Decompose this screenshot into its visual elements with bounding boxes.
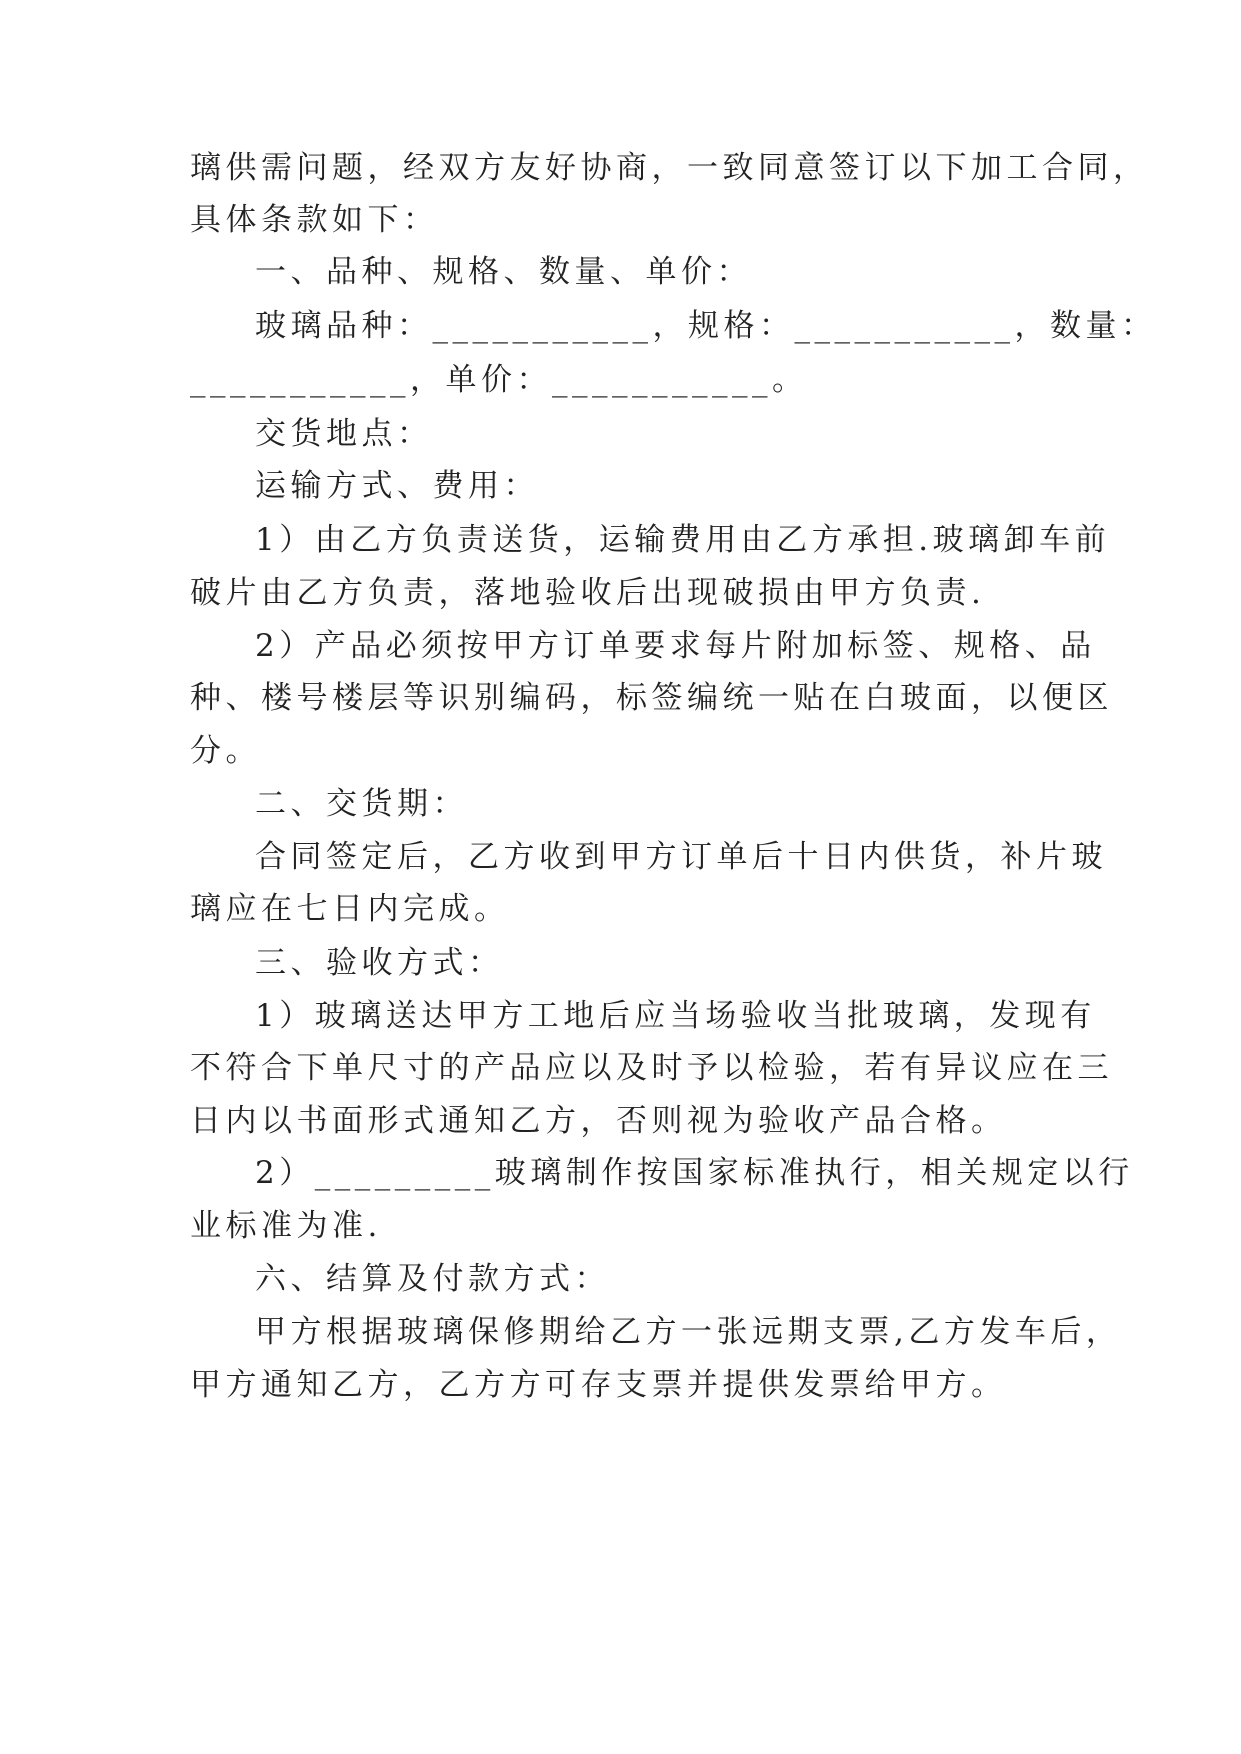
text-line: 不符合下单尺寸的产品应以及时予以检验，若有异议应在三 (190, 1050, 1113, 1086)
text-line: 玻璃品种：___________，规格：___________，数量： (255, 308, 1157, 344)
text-line: 业标准为准. (190, 1208, 382, 1244)
text-line: ___________，单价：___________。 (190, 362, 808, 398)
text-line: 璃供需问题，经双方友好协商，一致同意签订以下加工合同， (190, 150, 1149, 186)
text-line: 甲方通知乙方，乙方方可存支票并提供发票给甲方。 (190, 1367, 1007, 1403)
text-line: 合同签定后，乙方收到甲方订单后十日内供货，补片玻 (255, 839, 1107, 875)
text-line: 日内以书面形式通知乙方，否则视为验收产品合格。 (190, 1103, 1007, 1139)
text-line: 璃应在七日内完成。 (190, 891, 510, 927)
text-line: 甲方根据玻璃保修期给乙方一张远期支票,乙方发车后， (255, 1314, 1122, 1350)
text-line: 运输方式、费用： (255, 468, 539, 504)
text-line: 分。 (190, 733, 261, 769)
text-line: 交货地点： (255, 416, 433, 452)
section-heading-6: 六、结算及付款方式： (255, 1261, 610, 1297)
text-line: 种、楼号楼层等识别编码，标签编统一贴在白玻面，以便区 (190, 680, 1113, 716)
text-line: 具体条款如下： (190, 202, 439, 238)
section-heading-3: 三、验收方式： (255, 945, 504, 981)
text-line: 1）由乙方负责送货，运输费用由乙方承担.玻璃卸车前 (255, 522, 1111, 558)
text-line: 破片由乙方负责，落地验收后出现破损由甲方负责. (190, 575, 986, 611)
text-line: 1）玻璃送达甲方工地后应当场验收当批玻璃，发现有 (255, 998, 1096, 1034)
section-heading-2: 二、交货期： (255, 786, 468, 822)
text-line: 2）产品必须按甲方订单要求每片附加标签、规格、品 (255, 628, 1096, 664)
text-line: 2）_________玻璃制作按国家标准执行，相关规定以行 (255, 1155, 1134, 1191)
section-heading-1: 一、品种、规格、数量、单价： (255, 254, 752, 290)
